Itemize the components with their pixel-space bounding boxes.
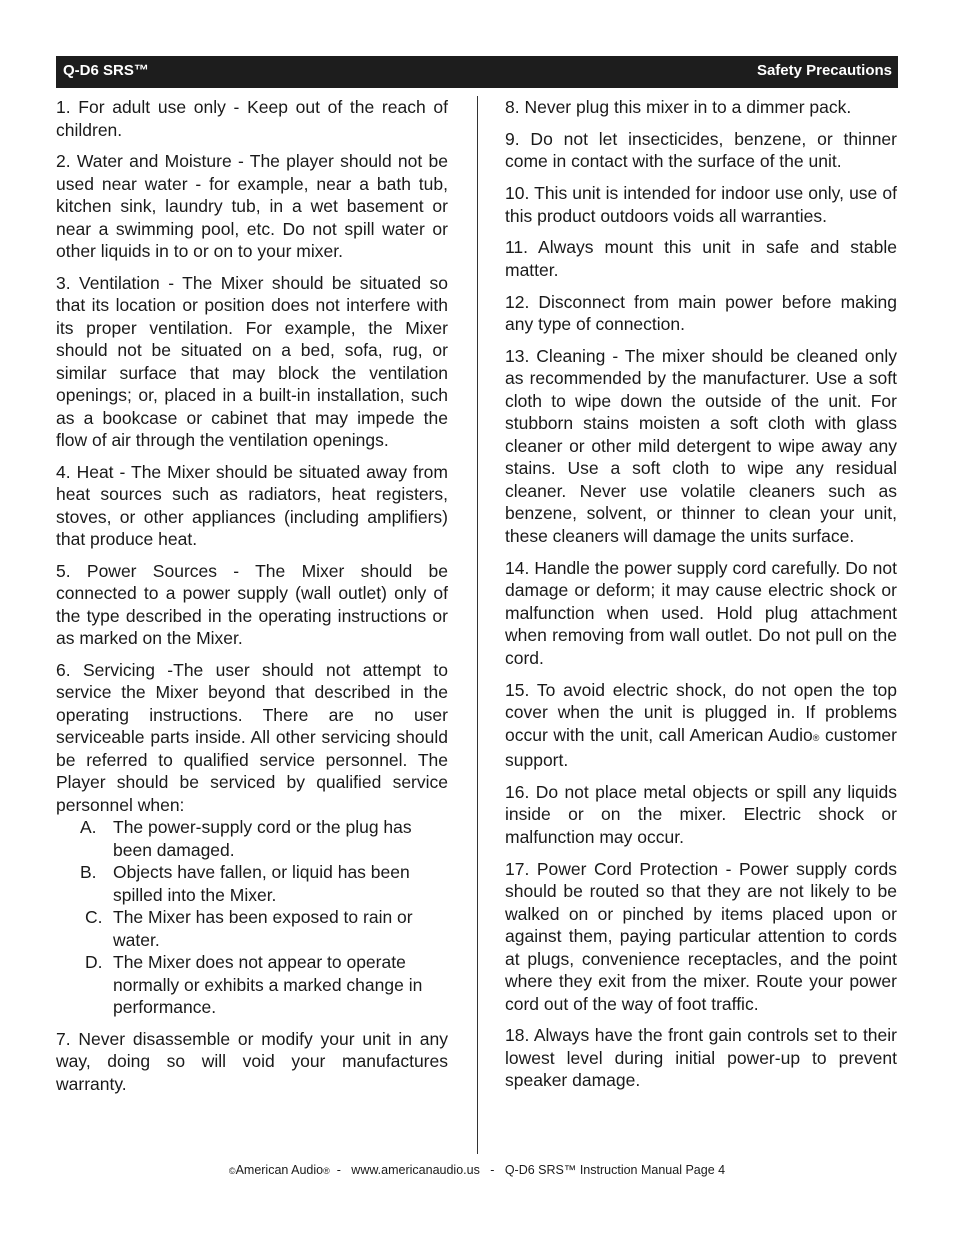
- list-item-text: The Mixer has been exposed to rain or water.: [113, 907, 413, 950]
- registered-mark: ®: [812, 732, 820, 743]
- list-item: [56, 951, 448, 1019]
- list-item-letter: D.: [85, 952, 103, 972]
- safety-item-16: 16. Do not place metal objects or spill any liquids inside or on the mixer. Electric shock or malfunction may occur.: [505, 781, 897, 847]
- right-column: [505, 96, 897, 1101]
- safety-item-18: 18. Always have the front gain controls set to their lowest level during initial power-up to prevent speaker damage.: [505, 1025, 897, 1091]
- left-column: [56, 96, 448, 1104]
- column-divider: [477, 96, 478, 1154]
- header-bar: [56, 56, 898, 88]
- safety-item-14: 14. Handle the power supply cord carefully. Do not damage or deform; it may cause electric shock or malfunction when used. Hold plug attachment when removing from wall outlet. Do not pull on the cord.: [505, 557, 897, 668]
- servicing-conditions-list: [56, 816, 448, 1019]
- safety-item-8: 8. Never plug this mixer in to a dimmer pack.: [505, 97, 852, 117]
- safety-item-10: 10. This unit is intended for indoor use only, use of this product outdoors voids all warranties.: [505, 183, 897, 226]
- list-item-text: The Mixer does not appear to operate normally or exhibits a marked change in performance.: [113, 952, 423, 1017]
- safety-item-15-text: 15. To avoid electric shock, do not open the top cover when the unit is plugged in. If problems occur with the unit, call American Audio: [505, 679, 897, 745]
- safety-item-1: 1. For adult use only - Keep out of the reach of children.: [56, 97, 448, 140]
- section-title: Safety Precautions: [756, 62, 892, 79]
- safety-item-3: 3. Ventilation - The Mixer should be situated so that its location or position does not interfere with its proper ventilation. For example, the Mixer should not be situated on a bed, sofa, rug, or similar surface that may block the ventilation openings; or, placed in a built-in installation, such as a bookcase or cabinet that may impede the flow of air through the ventilation openings.: [56, 272, 448, 450]
- list-item-letter: A.: [80, 817, 97, 837]
- footer-text: - www.americanaudio.us - Q-D6 SRS™ Instruction Manual Page 4: [329, 1163, 726, 1177]
- safety-item-13: 13. Cleaning - The mixer should be cleaned only as recommended by the manufacturer. Use a soft cloth to wipe down the outside of the unit. For stubborn stains moisten a soft cloth with glass cleaner or other mild detergent to wipe away any stains. Use a soft cloth to wipe any residual cleaner. Never use volatile cleaners such as benzene, solvent, or thinner to clean your unit, these cleaners will damage the units surface.: [505, 345, 897, 546]
- page-footer: [0, 1163, 954, 1177]
- safety-item-2: 2. Water and Moisture - The player should not be used near water - for example, near a bath tub, kitchen sink, laundry tub, in a wet basement or near a swimming pool, etc. Do not spill water or other liquids in to or on to your mixer.: [56, 151, 448, 261]
- list-item: [56, 906, 448, 951]
- safety-item-9: 9. Do not let insecticides, benzene, or thinner come in contact with the surface of the unit.: [505, 128, 897, 172]
- list-item: [56, 861, 448, 906]
- safety-item-11: 11. Always mount this unit in safe and stable matter.: [505, 237, 897, 280]
- safety-item-15: [505, 679, 897, 772]
- list-item: [56, 816, 448, 861]
- list-item-text: The power-supply cord or the plug has been damaged.: [113, 817, 412, 860]
- safety-item-7: 7. Never disassemble or modify your unit in any way, doing so will void your manufactures warranty.: [56, 1028, 448, 1094]
- list-item-letter: C.: [85, 907, 103, 927]
- list-item-letter: B.: [80, 862, 97, 882]
- footer-registered-mark: ®: [323, 1166, 330, 1176]
- safety-item-6: 6. Servicing -The user should not attempt to service the Mixer beyond that described in the operating instructions. There are no user serviceable parts inside. All other servicing should be referred to qualified service personnel. The Player should be serviced by qualified service personnel when:: [56, 659, 448, 815]
- copyright-mark: ©: [228, 1166, 236, 1176]
- safety-item-17: 17. Power Cord Protection - Power supply cords should be routed so that they are not likely to be walked on or pinched by items placed upon or against them, paying particular attention to cords at plugs, convenience receptacles, and the point where they exit from the mixer. Route your power cord out of the way of foot traffic.: [505, 858, 897, 1014]
- safety-item-12: 12. Disconnect from main power before making any type of connection.: [505, 291, 897, 335]
- safety-item-15-end: customer support.: [505, 724, 897, 771]
- list-item-text: Objects have fallen, or liquid has been spilled into the Mixer.: [113, 862, 410, 905]
- safety-item-4: 4. Heat - The Mixer should be situated away from heat sources such as radiators, heat registers, stoves, or other appliances (including amplifiers) that produce heat.: [56, 461, 448, 549]
- footer-brand: American Audio: [235, 1163, 324, 1177]
- document-title: Q-D6 SRS™: [63, 62, 149, 79]
- safety-item-5: 5. Power Sources - The Mixer should be connected to a power supply (wall outlet) only of the type described in the operating instructions or as marked on the Mixer.: [56, 560, 448, 648]
